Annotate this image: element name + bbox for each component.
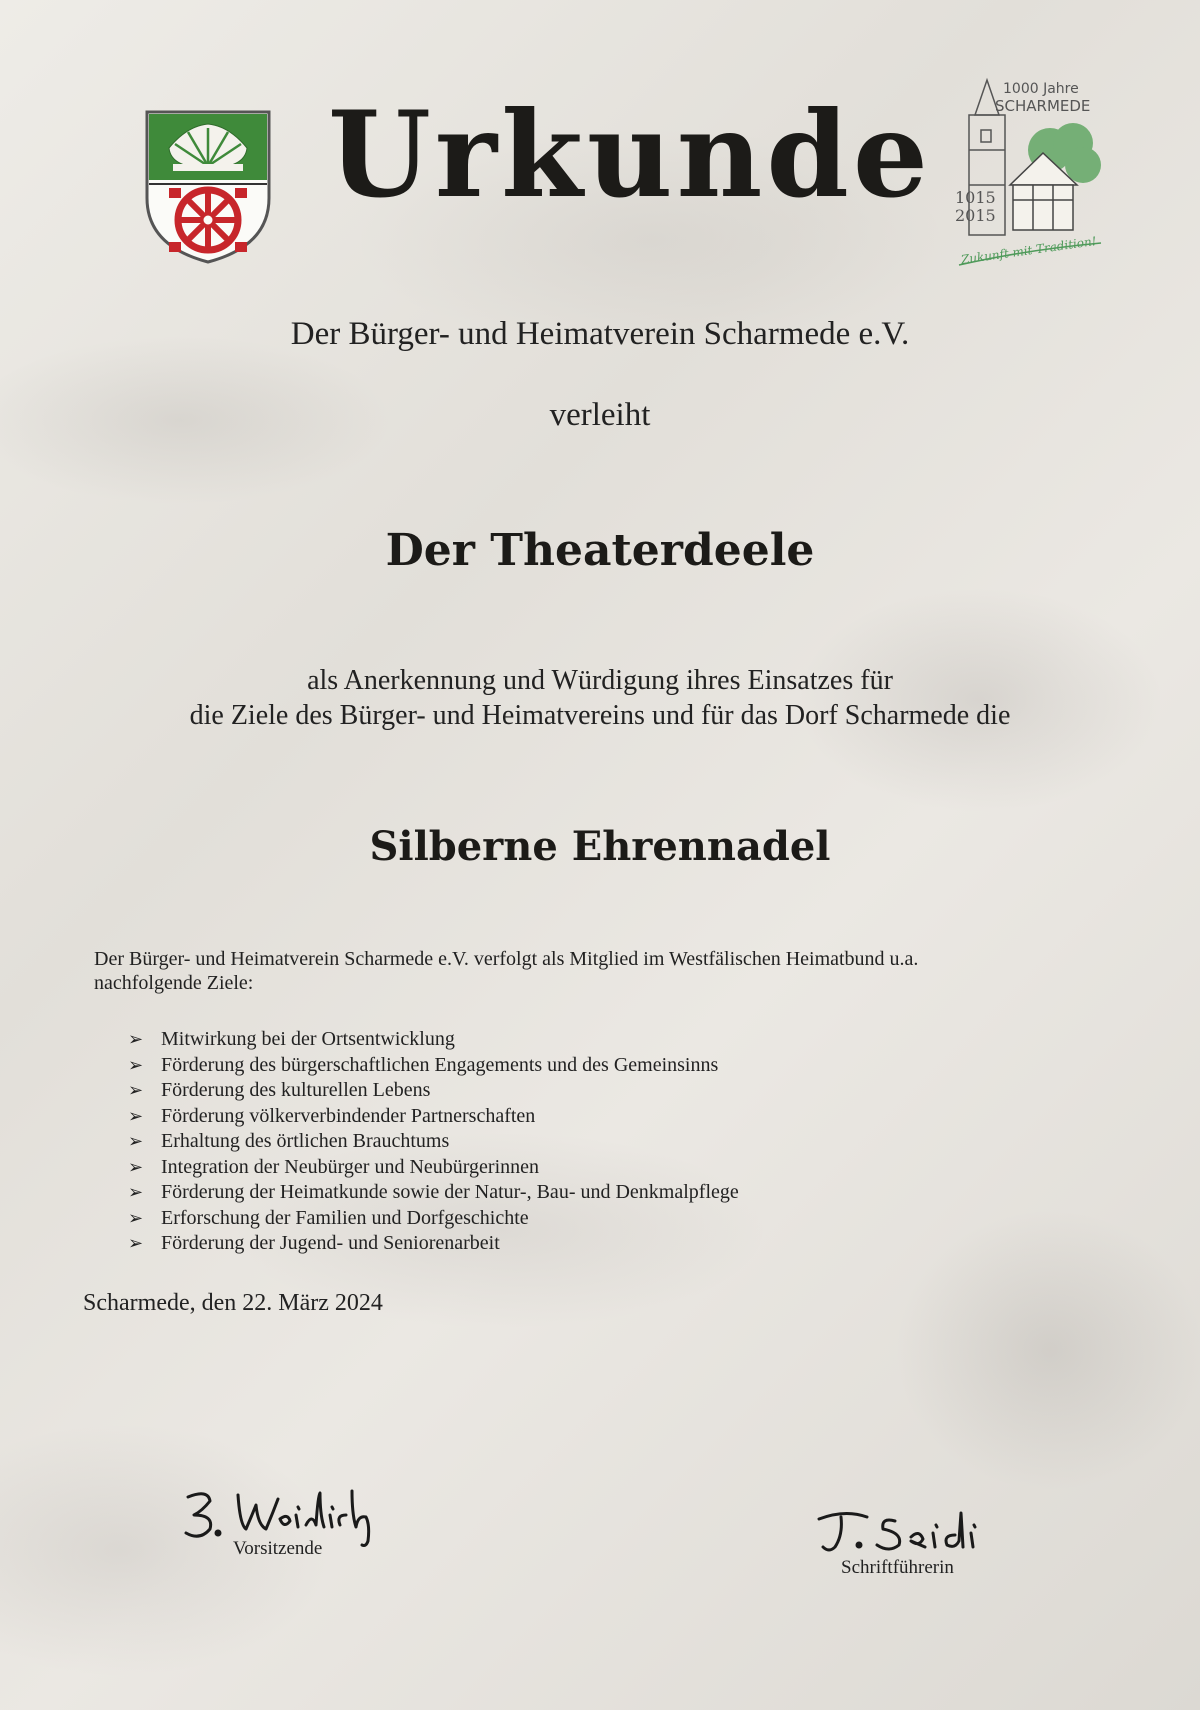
list-item [128,1155,1028,1181]
goals-intro [94,947,1094,995]
award-reason [0,663,1200,733]
goal-text: Förderung der Jugend- und Seniorenarbeit [161,1232,500,1255]
goal-text: Förderung völkerverbindender Partnerschaften [161,1104,536,1127]
list-item [128,1129,1028,1155]
organization-name: Der Bürger- und Heimatverein Scharmede e.V. [290,316,910,352]
awards-verb: verleiht [549,397,651,433]
list-item [128,1027,1028,1053]
list-item [128,1078,1028,1104]
list-item [128,1053,1028,1079]
anniversary-badge [955,75,1105,275]
arrowhead-bullet-icon: ➢ [128,1080,144,1101]
list-item [128,1180,1028,1206]
badge-year-from: 1015 [955,188,996,207]
list-item [128,1206,1028,1232]
goal-text: Förderung des kulturellen Lebens [161,1079,431,1102]
arrowhead-bullet-icon: ➢ [128,1029,144,1050]
award-name: Silberne Ehrennadel [369,823,831,870]
coat-of-arms-icon [143,108,273,266]
goal-text: Förderung der Heimatkunde sowie der Natur-, Bau- und Denkmalpflege [161,1181,739,1204]
goal-text: Förderung des bürgerschaftlichen Engagements und des Gemeinsinns [161,1053,719,1076]
goal-text: Erforschung der Familien und Dorfgeschichte [161,1206,529,1229]
goal-text: Erhaltung des örtlichen Brauchtums [161,1130,450,1153]
goals-list [128,1027,1028,1257]
badge-line2: SCHARMEDE [995,97,1091,115]
badge-motto: Zukunft mit Tradition! [960,234,1098,267]
goal-text: Integration der Neubürger und Neubürgerinnen [161,1155,540,1178]
arrowhead-bullet-icon: ➢ [128,1054,144,1075]
list-item [128,1231,1028,1257]
arrowhead-bullet-icon: ➢ [128,1207,144,1228]
badge-line1: 1000 Jahre [1003,81,1079,97]
issue-date: Scharmede, den 22. März 2024 [83,1290,383,1316]
signature-right [815,1505,995,1565]
arrowhead-bullet-icon: ➢ [128,1233,144,1254]
arrowhead-bullet-icon: ➢ [128,1156,144,1177]
role-secretary: Schriftführerin [841,1557,954,1578]
goals-intro-line-2: nachfolgende Ziele: [94,972,254,994]
list-item [128,1104,1028,1130]
role-chairwoman: Vorsitzende [233,1538,323,1559]
goal-text: Mitwirkung bei der Ortsentwicklung [161,1028,455,1051]
reason-line-2: die Ziele des Bürger- und Heimatvereins und für das Dorf Scharmede die [189,700,1011,731]
arrowhead-bullet-icon: ➢ [128,1182,144,1203]
arrowhead-bullet-icon: ➢ [128,1131,144,1152]
reason-line-1: als Anerkennung und Würdigung ihres Einsatzes für [307,665,893,696]
goals-intro-line-1: Der Bürger- und Heimatverein Scharmede e.V. verfolgt als Mitglied im Westfälischen Heimatbund u.a. [94,948,919,970]
certificate-title: Urkunde [328,85,932,224]
arrowhead-bullet-icon: ➢ [128,1105,144,1126]
recipient-name: Der Theaterdeele [385,525,815,576]
badge-year-to: 2015 [955,206,996,225]
